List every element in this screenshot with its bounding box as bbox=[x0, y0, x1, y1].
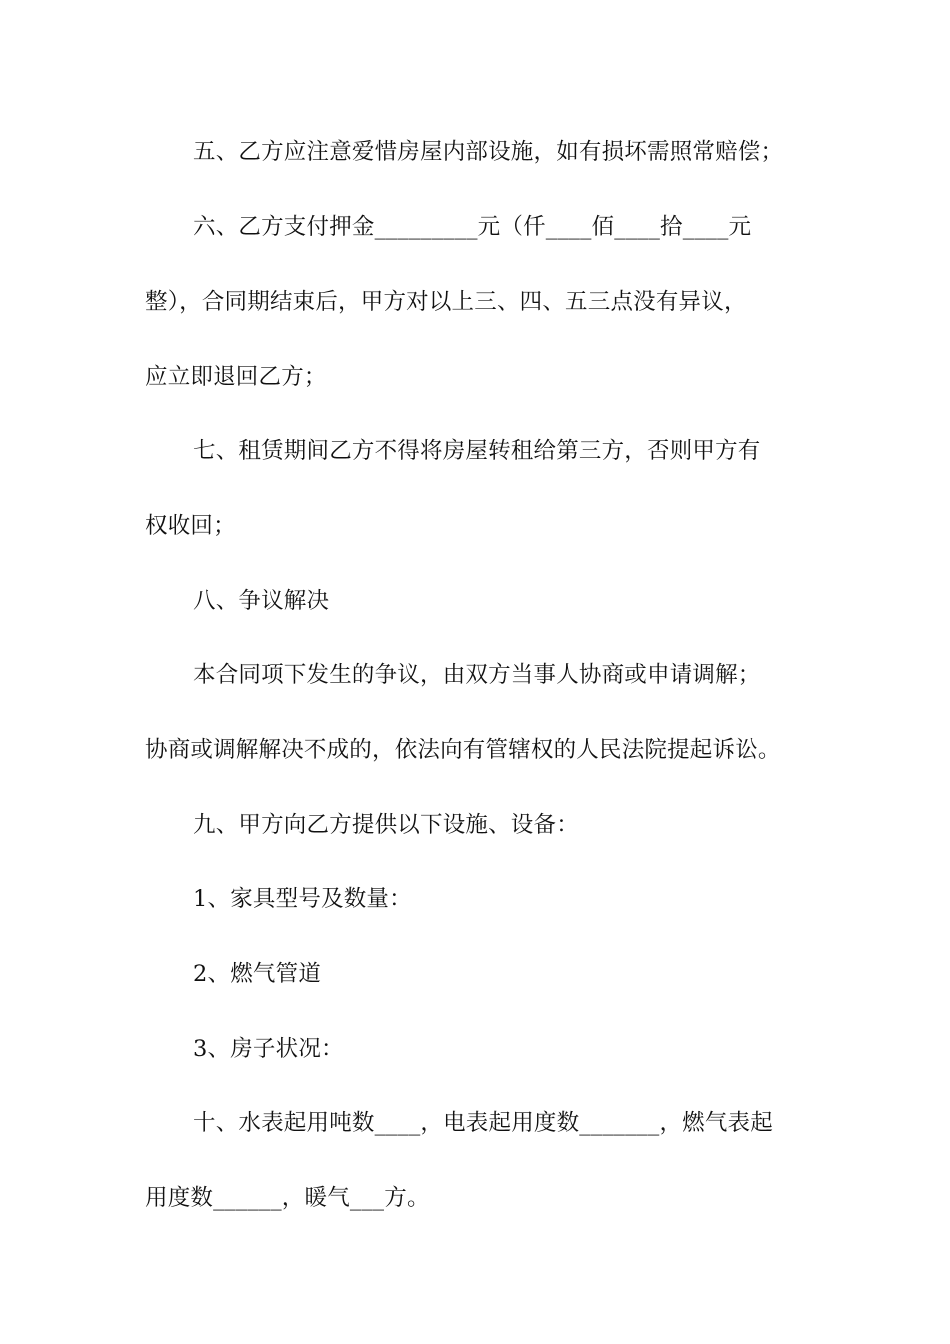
clause-6-line-3: 应立即退回乙方； bbox=[145, 364, 327, 390]
clause-9-item-1: 1、家具型号及数量： bbox=[193, 886, 412, 912]
clause-7-line-1: 七、租赁期间乙方不得将房屋转租给第三方，否则甲方有 bbox=[193, 438, 761, 464]
clause-5-line: 五、乙方应注意爱惜房屋内部设施，如有损坏需照常赔偿； bbox=[193, 139, 784, 165]
clause-7-line-2: 权收回； bbox=[145, 513, 236, 539]
clause-6-line-2: 整），合同期结束后，甲方对以上三、四、五三点没有异议， bbox=[145, 289, 747, 315]
clause-9-item-2: 2、燃气管道 bbox=[193, 961, 322, 987]
clause-9-item-3: 3、房子状况： bbox=[193, 1036, 344, 1062]
clause-8-line-1: 本合同项下发生的争议，由双方当事人协商或申请调解； bbox=[193, 662, 761, 688]
clause-10-line-1: 十、水表起用吨数____，电表起用度数_______，燃气表起 bbox=[193, 1110, 773, 1136]
clause-6-line-1: 六、乙方支付押金_________元（仟____佰____拾____元 bbox=[193, 214, 752, 240]
clause-9-heading: 九、甲方向乙方提供以下设施、设备： bbox=[193, 812, 579, 838]
clause-8-heading: 八、争议解决 bbox=[193, 588, 330, 614]
clause-10-line-2: 用度数______，暖气___方。 bbox=[145, 1185, 430, 1211]
clause-8-line-2: 协商或调解解决不成的，依法向有管辖权的人民法院提起诉讼。 bbox=[145, 737, 781, 763]
